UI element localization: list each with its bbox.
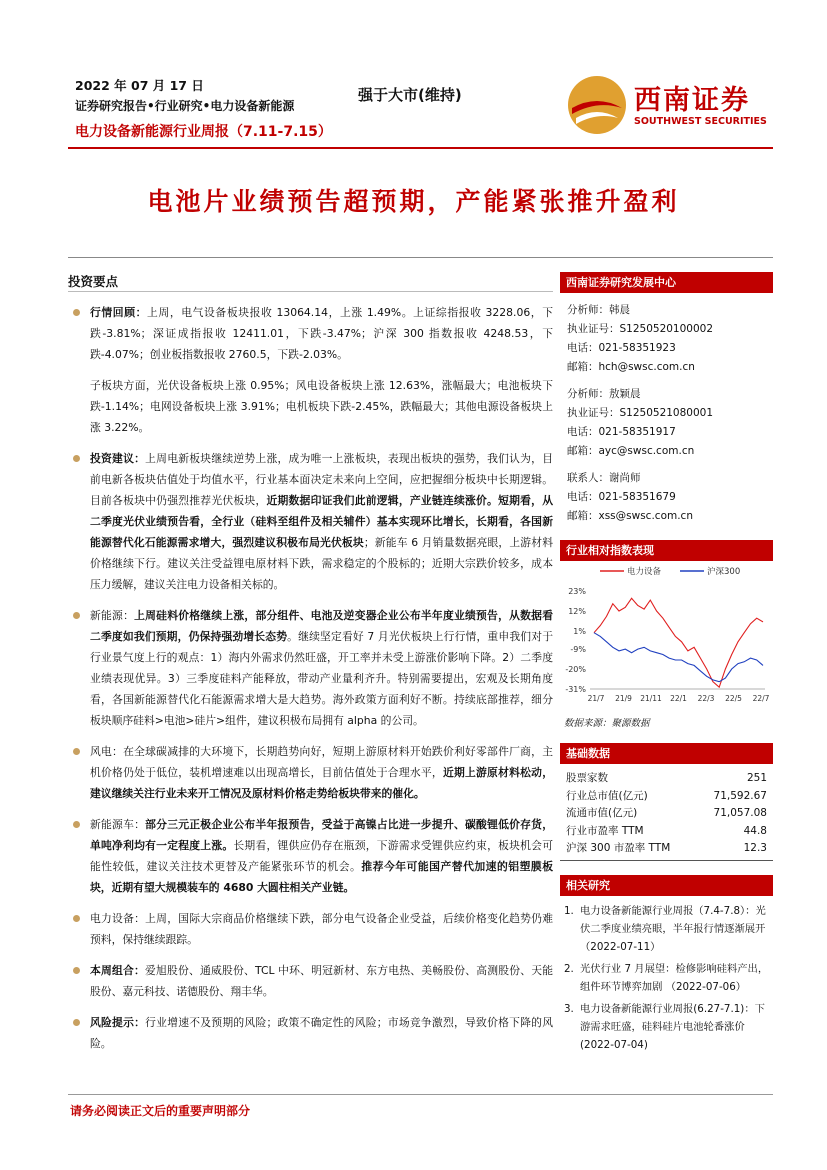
table-row [560, 770, 773, 788]
related-item-text: 光伏行业 7 月展望：检修影响硅料产出，组件环节博弈加剧 （2022-07-06） [580, 962, 769, 993]
basic-data-label: 行业市盈率 TTM [566, 824, 644, 837]
analyst2-cert: 执业证号：S1250521080001 [567, 407, 714, 419]
section-divider [68, 257, 773, 258]
basic-data-value: 71,592.67 [713, 789, 767, 802]
bullet-ev: 新能源车：部分三元正极企业公布半年报预告，受益于高镍占比进一步提升、碳酸锂低价存货，单吨净利均有一定程度上涨。长期看，锂供应仍存在瓶颈，下游需求受锂供应约束，板块机会可能性较低，建议关注技术更替及产能紧张环节的机会。推荐今年可能国产替代加速的铝塑膜板块，近期有望大规模装车的 4680 大圆柱相关产业链。 [68, 814, 553, 898]
contact-phone: 电话：021-58351679 [567, 491, 676, 503]
y-tick-label: -20% [565, 665, 586, 675]
analyst1-email[interactable]: 邮箱：hch@swsc.com.cn [567, 361, 695, 373]
basic-data-label: 股票家数 [566, 772, 608, 784]
investment-highlights [68, 272, 553, 1064]
contact-email[interactable]: 邮箱：xss@swsc.com.cn [567, 510, 693, 522]
relative-index-chart [560, 561, 773, 711]
x-tick-label: 21/9 [615, 694, 632, 703]
logo-emblem-icon [566, 74, 628, 136]
report-category: 证券研究报告•行业研究•电力设备新能源 [75, 99, 295, 113]
logo-text-en: SOUTHWEST SECURITIES [634, 116, 767, 127]
basic-data-label: 行业总市值(亿元) [566, 789, 648, 802]
bullet-portfolio: 本周组合：爱旭股份、通威股份、TCL 中环、明冠新材、东方电热、美畅股份、高测股份、天能股份、嘉元科技、诺德股份、翔丰华。 [68, 960, 553, 1002]
y-tick-label: -9% [570, 645, 586, 655]
related-item-number: 1. [564, 904, 574, 917]
footer-divider [68, 1094, 773, 1095]
y-tick-label: 1% [573, 626, 586, 636]
related-item-text: 电力设备新能源行业周报(6.27-7.1)：下游需求旺盛，硅料硅片电池轮番涨价 (2022-07-04) [580, 1002, 765, 1051]
x-tick-label: 22/3 [697, 694, 715, 703]
bullet-risk: 风险提示：行业增速不及预期的风险；政策不确定性的风险；市场竞争激烈，导致价格下降的风险。 [68, 1012, 553, 1054]
table-row [560, 805, 773, 823]
basic-data-table [560, 770, 773, 858]
chart-source: 数据来源：聚源数据 [564, 718, 650, 729]
y-tick-label: 23% [568, 587, 586, 596]
related-research-item[interactable] [564, 1000, 773, 1054]
header-divider [68, 147, 773, 149]
basic-data-value: 44.8 [743, 824, 767, 837]
related-research-list [560, 896, 773, 1054]
bullet-new-energy: 新能源：上周硅料价格继续上涨，部分组件、电池及逆变器企业公布半年度业绩预告，从数据看二季度如我们预期，仍保持强劲增长态势。继续坚定看好 7 月光伏板块上行行情，重申我们对于行业景气度上行的观点：1）海内外需求仍然旺盛，开工率并未受上游涨价影响下降。2）二季度业绩表现优异。3）三季度硅料产能释放，带动产业量利齐升。特别需要提出，宏观及长期角度看，各国新能源替代化石能源需求增大是大趋势。海外政策方面利好不断。持续底部推荐，细分板块顺序硅料>电池>硅片>组件，建议积极布局拥有 alpha 的公司。 [68, 605, 553, 731]
related-item-text: 电力设备新能源行业周报（7.4-7.8）：光伏二季度业绩亮眼，半年报行情逐渐展开 （2022-07-11） [580, 904, 766, 953]
rating: 强于大市(维持) [358, 86, 462, 104]
x-tick-label: 21/7 [587, 694, 605, 703]
related-research-item[interactable] [564, 960, 773, 996]
analyst2-name: 分析师：敖颖晨 [567, 388, 641, 400]
analyst2-phone: 电话：021-58351917 [567, 426, 676, 438]
basic-data-value: 71,057.08 [713, 807, 767, 819]
basic-data-value: 12.3 [743, 842, 767, 854]
table-row [560, 840, 773, 858]
bullet-wind-power: 风电：在全球碳减排的大环境下，长期趋势向好，短期上游原材料开始跌价利好零部件厂商，主机价格仍处于低位，装机增速难以出现高增长，目前估值处于合理水平，近期上游原材料松动，建议继续关注行业未来开工情况及原材料价格走势给板块带来的催化。 [68, 741, 553, 804]
x-tick-label: 21/11 [640, 694, 662, 703]
series-line [594, 598, 763, 687]
analyst2-email[interactable]: 邮箱：ayc@swsc.com.cn [567, 445, 695, 457]
x-tick-label: 22/7 [752, 694, 770, 703]
footer-disclaimer: 请务必阅读正文后的重要声明部分 [70, 1104, 251, 1118]
related-item-number: 3. [564, 1002, 574, 1015]
related-item-number: 2. [564, 962, 574, 975]
analyst1-phone: 电话：021-58351923 [567, 342, 676, 354]
report-series: 电力设备新能源行业周报（7.11-7.15） [75, 124, 332, 140]
contact-name: 联系人：谢尚师 [567, 472, 641, 484]
series-line [594, 633, 763, 682]
para-sub-sector: 子板块方面，光伏设备板块上涨 0.95%；风电设备板块上涨 12.63%，涨幅最大；电池板块下跌-1.14%；电网设备板块上涨 3.91%；电机板块下跌-2.45%，跌幅最大；其他电源设备板块上涨 3.22%。 [90, 379, 553, 434]
related-research-title: 相关研究 [560, 875, 773, 896]
company-logo [566, 74, 766, 134]
analyst-info [560, 293, 773, 526]
y-tick-label: 12% [568, 606, 586, 616]
table-row [560, 823, 773, 841]
analyst1-cert: 执业证号：S1250520100002 [567, 323, 714, 335]
legend-label: 沪深300 [707, 567, 741, 577]
research-center-title: 西南证券研究发展中心 [560, 272, 773, 293]
legend-label: 电力设备 [627, 567, 662, 577]
chart-title: 行业相对指数表现 [560, 540, 773, 561]
basic-data-value: 251 [746, 772, 767, 784]
chart-svg [560, 561, 773, 711]
basic-data-label: 流通市值(亿元) [566, 807, 638, 819]
bullet-power-equipment: 电力设备：上周，国际大宗商品价格继续下跌，部分电气设备企业受益，后续价格变化趋势仍难预料，保持继续跟踪。 [68, 908, 553, 950]
table-bottom-rule [560, 860, 773, 861]
x-tick-label: 22/1 [670, 694, 687, 703]
bullet-market-review: 行情回顾：上周，电气设备板块报收 13064.14，上涨 1.49%。上证综指报收 3228.06，下跌-3.81%；深证成指报收 12411.01，下跌-3.47%；沪深 300 指数报收 4248.53，下跌-4.07%；创业板指数报收 2760.5，下跌-2.03%。 [68, 302, 553, 365]
bullet-investment-advice: 投资建议：上周电新板块继续逆势上涨，成为唯一上涨板块，表现出板块的强势，我们认为，目前电新各板块估值处于均值水平，行业基本面决定未来向上空间，应把握细分板块中长期逻辑。目前各板块中仍强烈推荐光伏板块，近期数据印证我们此前逻辑，产业链连续涨价。短期看，从二季度光伏业绩预告看，全行业（硅料至组件及相关辅件）基本实现环比增长，长期看，各国新能源替代化石能源需求增大，强烈建议积极布局光伏板块；新能车 6 月销量数据亮眼，上游材料价格继续下行。建议关注受益锂电原材料下跌，需求稳定的个股标的；近期大宗跌价较多，成本压力缓解，建议关注电力设备相关标的。 [68, 448, 553, 595]
analyst1-name: 分析师：韩晨 [567, 304, 630, 316]
basic-data-label: 沪深 300 市盈率 TTM [566, 842, 671, 854]
sidebar [560, 272, 773, 1058]
basic-data-title: 基础数据 [560, 743, 773, 764]
left-heading: 投资要点 [68, 274, 119, 289]
report-date: 2022 年 07 月 17 日 [75, 78, 204, 93]
table-row [560, 788, 773, 806]
x-tick-label: 22/5 [725, 694, 742, 703]
page-title: 电池片业绩预告超预期，产能紧张推升盈利 [147, 187, 680, 216]
y-tick-label: -31% [565, 685, 586, 694]
related-research-item[interactable] [564, 902, 773, 956]
logo-text-cn: 西南证券 [634, 85, 750, 116]
